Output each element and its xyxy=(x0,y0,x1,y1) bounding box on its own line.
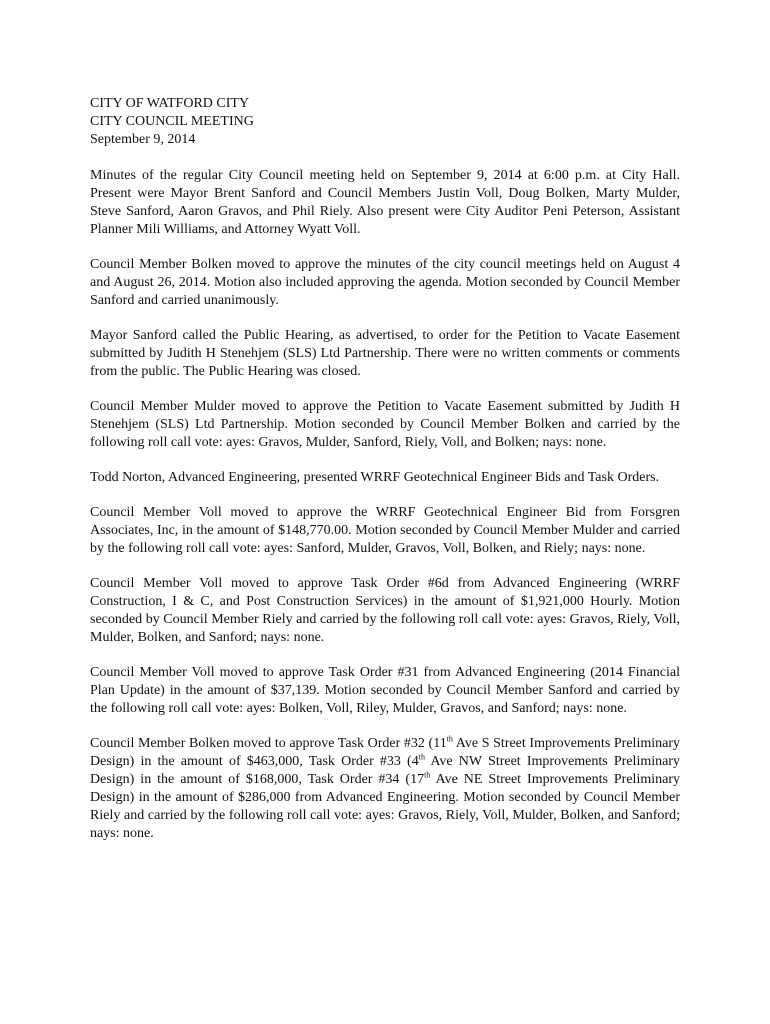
paragraph-attendance: Minutes of the regular City Council meeting held on September 9, 2014 at 6:00 p.m. at City Hall. Present were Mayor Brent Sanford and Council Members Justin Voll, Doug Bolken, Marty Mulder, Steve Sanford, Aaron Gravos, and Phil Riely. Also present were City Auditor Peni Peterson, Assistant Planner Mili Williams, and Attorney Wyatt Voll. xyxy=(90,168,680,237)
paragraph-minutes-approval: Council Member Bolken moved to approve the minutes of the city council meetings held on August 4 and August 26, 2014. Motion also included approving the agenda. Motion seconded by Council Member Sanford and carried unanimously. xyxy=(90,257,680,308)
text-segment: Council Member Bolken moved to approve Task Order #32 (11 xyxy=(90,736,447,751)
city-name: CITY OF WATFORD CITY xyxy=(90,96,250,111)
ordinal-suffix: th xyxy=(424,770,431,780)
paragraph-public-hearing: Mayor Sanford called the Public Hearing, as advertised, to order for the Petition to Vacate Easement submitted by Judith H Stenehjem (SLS) Ltd Partnership. There were no written comments or comments from the public. The Public Hearing was closed. xyxy=(90,328,680,379)
text-segment: Ave NE Street Improvements Preliminary Design) in the amount of $286,000 from Advanced Engineering. Motion seconded by Council Member Riely and carried by the following roll call vote: ayes: Gravos, Riely, Voll, Mulder, Bolken, and Sanford; nays: none. xyxy=(90,772,680,841)
paragraph-geotechnical-bid: Council Member Voll moved to approve the WRRF Geotechnical Engineer Bid from Forsgren Associates, Inc, in the amount of $148,770.00. Motion seconded by Council Member Mulder and carried by the following roll call vote: ayes: Sanford, Mulder, Gravos, Voll, Bolken, and Riely; nays: none. xyxy=(90,505,680,556)
paragraph-task-order-31: Council Member Voll moved to approve Task Order #31 from Advanced Engineering (2014 Financial Plan Update) in the amount of $37,139. Motion seconded by Council Member Sanford and carried by the following roll call vote: ayes: Bolken, Voll, Riley, Mulder, Gravos, and Sanford; nays: none. xyxy=(90,665,680,716)
text-segment: Ave S Street Improvements Preliminary Design) in the amount of $463,000, Task Order #33 (4 xyxy=(90,736,680,769)
text-segment: Ave NW Street Improvements Preliminary Design) in the amount of $168,000, Task Order #34 (17 xyxy=(90,754,680,787)
document-header xyxy=(90,95,680,149)
meeting-title: CITY COUNCIL MEETING xyxy=(90,114,254,129)
ordinal-suffix: th xyxy=(418,752,425,762)
paragraph-task-orders-32-34 xyxy=(90,735,680,843)
document-page xyxy=(90,95,680,860)
paragraph-engineering-presentation: Todd Norton, Advanced Engineering, presented WRRF Geotechnical Engineer Bids and Task Orders. xyxy=(90,470,660,485)
meeting-date: September 9, 2014 xyxy=(90,132,196,147)
ordinal-suffix: th xyxy=(446,734,453,744)
paragraph-vacate-easement: Council Member Mulder moved to approve the Petition to Vacate Easement submitted by Judith H Stenehjem (SLS) Ltd Partnership. Motion seconded by Council Member Bolken and carried by the following roll call vote: ayes: Gravos, Mulder, Sanford, Riely, Voll, and Bolken; nays: none. xyxy=(90,399,680,450)
paragraph-task-order-6d: Council Member Voll moved to approve Task Order #6d from Advanced Engineering (WRRF Construction, I & C, and Post Construction Services) in the amount of $1,921,000 Hourly. Motion seconded by Council Member Riely and carried by the following roll call vote: ayes: Gravos, Riely, Voll, Mulder, Bolken, and Sanford; nays: none. xyxy=(90,576,680,645)
